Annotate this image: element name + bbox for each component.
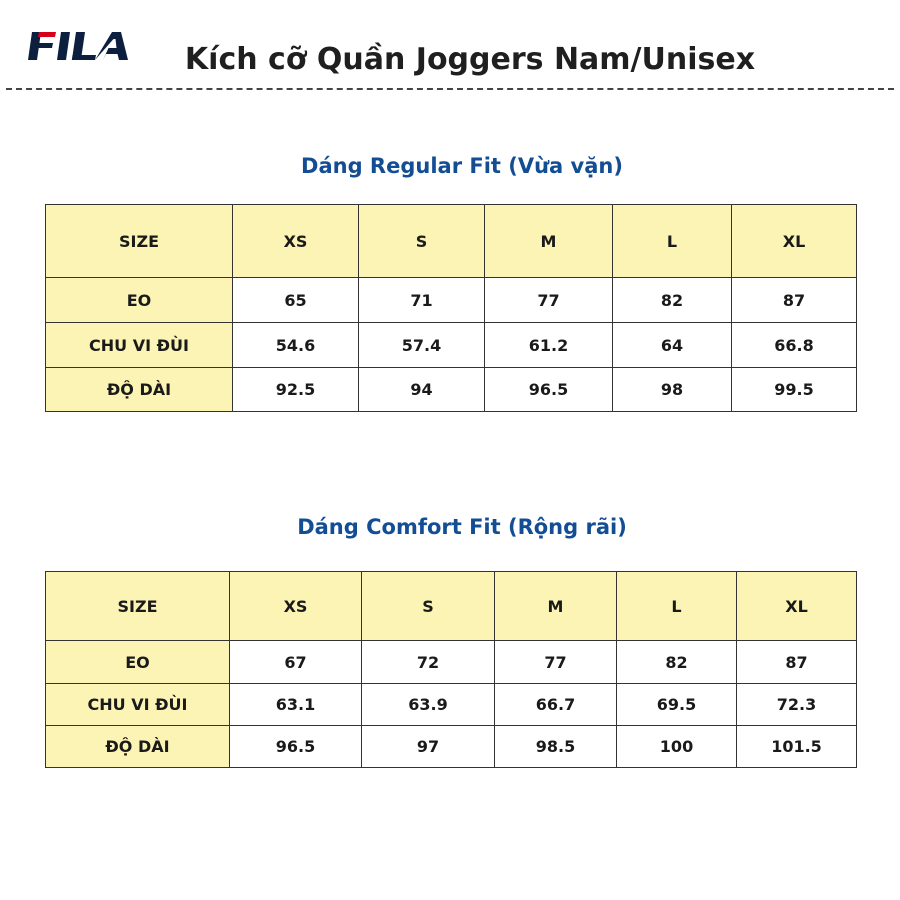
table-row-eo: [46, 641, 857, 684]
table-cell: 98.5: [495, 726, 617, 768]
table-cell: 99.5: [732, 368, 857, 412]
table-row-thigh: [46, 684, 857, 726]
table-cell: 82: [617, 641, 737, 684]
table-cell: 57.4: [359, 323, 485, 368]
row-label: ĐỘ DÀI: [46, 368, 233, 412]
table-cell: 63.1: [230, 684, 362, 726]
table-cell: 69.5: [617, 684, 737, 726]
header-cell-s: S: [362, 572, 495, 641]
table-cell: 67: [230, 641, 362, 684]
table-cell: 87: [732, 278, 857, 323]
table-cell: 66.7: [495, 684, 617, 726]
row-label: CHU VI ĐÙI: [46, 323, 233, 368]
page-title: Kích cỡ Quần Joggers Nam/Unisex: [184, 42, 756, 77]
table-cell: 72.3: [737, 684, 857, 726]
header-cell-s: S: [359, 205, 485, 278]
comfort-fit-size-table: [45, 571, 857, 768]
table-row-length: [46, 368, 857, 412]
table-cell: 96.5: [485, 368, 613, 412]
table-row-eo: [46, 278, 857, 323]
table-cell: 97: [362, 726, 495, 768]
table-cell: 94: [359, 368, 485, 412]
regular-fit-title: Dáng Regular Fit (Vừa vặn): [301, 154, 623, 178]
table-header-row: [46, 205, 857, 278]
header-cell-xl: XL: [737, 572, 857, 641]
header-divider: [6, 88, 894, 90]
header-cell-xl: XL: [732, 205, 857, 278]
row-label: EO: [46, 641, 230, 684]
table-row-length: [46, 726, 857, 768]
header-cell-m: M: [495, 572, 617, 641]
header-cell-xs: XS: [233, 205, 359, 278]
header-cell-size: SIZE: [46, 205, 233, 278]
table-cell: 63.9: [362, 684, 495, 726]
fila-logo-i: [57, 32, 70, 60]
table-header-row: [46, 572, 857, 641]
table-cell: 77: [485, 278, 613, 323]
table-cell: 101.5: [737, 726, 857, 768]
table-cell: 87: [737, 641, 857, 684]
fila-logo: [26, 26, 130, 64]
table-row-thigh: [46, 323, 857, 368]
table-cell: 92.5: [233, 368, 359, 412]
fila-logo-l-stem: [73, 32, 86, 56]
table-cell: 100: [617, 726, 737, 768]
row-label: CHU VI ĐÙI: [46, 684, 230, 726]
table-cell: 72: [362, 641, 495, 684]
header-cell-xs: XS: [230, 572, 362, 641]
fila-logo-l-base: [72, 55, 96, 60]
table-cell: 77: [495, 641, 617, 684]
fila-logo-f-mid: [36, 43, 53, 48]
fila-logo-f-top: [38, 32, 56, 37]
row-label: ĐỘ DÀI: [46, 726, 230, 768]
table-cell: 71: [359, 278, 485, 323]
table-cell: 65: [233, 278, 359, 323]
row-label: EO: [46, 278, 233, 323]
table-cell: 82: [613, 278, 732, 323]
table-cell: 96.5: [230, 726, 362, 768]
header-cell-l: L: [613, 205, 732, 278]
table-cell: 54.6: [233, 323, 359, 368]
regular-fit-size-table: [45, 204, 857, 412]
header-cell-size: SIZE: [46, 572, 230, 641]
table-cell: 66.8: [732, 323, 857, 368]
header-cell-l: L: [617, 572, 737, 641]
table-cell: 64: [613, 323, 732, 368]
table-cell: 61.2: [485, 323, 613, 368]
table-cell: 98: [613, 368, 732, 412]
header-cell-m: M: [485, 205, 613, 278]
fila-logo-a: [95, 32, 128, 60]
comfort-fit-title: Dáng Comfort Fit (Rộng rãi): [297, 515, 627, 539]
